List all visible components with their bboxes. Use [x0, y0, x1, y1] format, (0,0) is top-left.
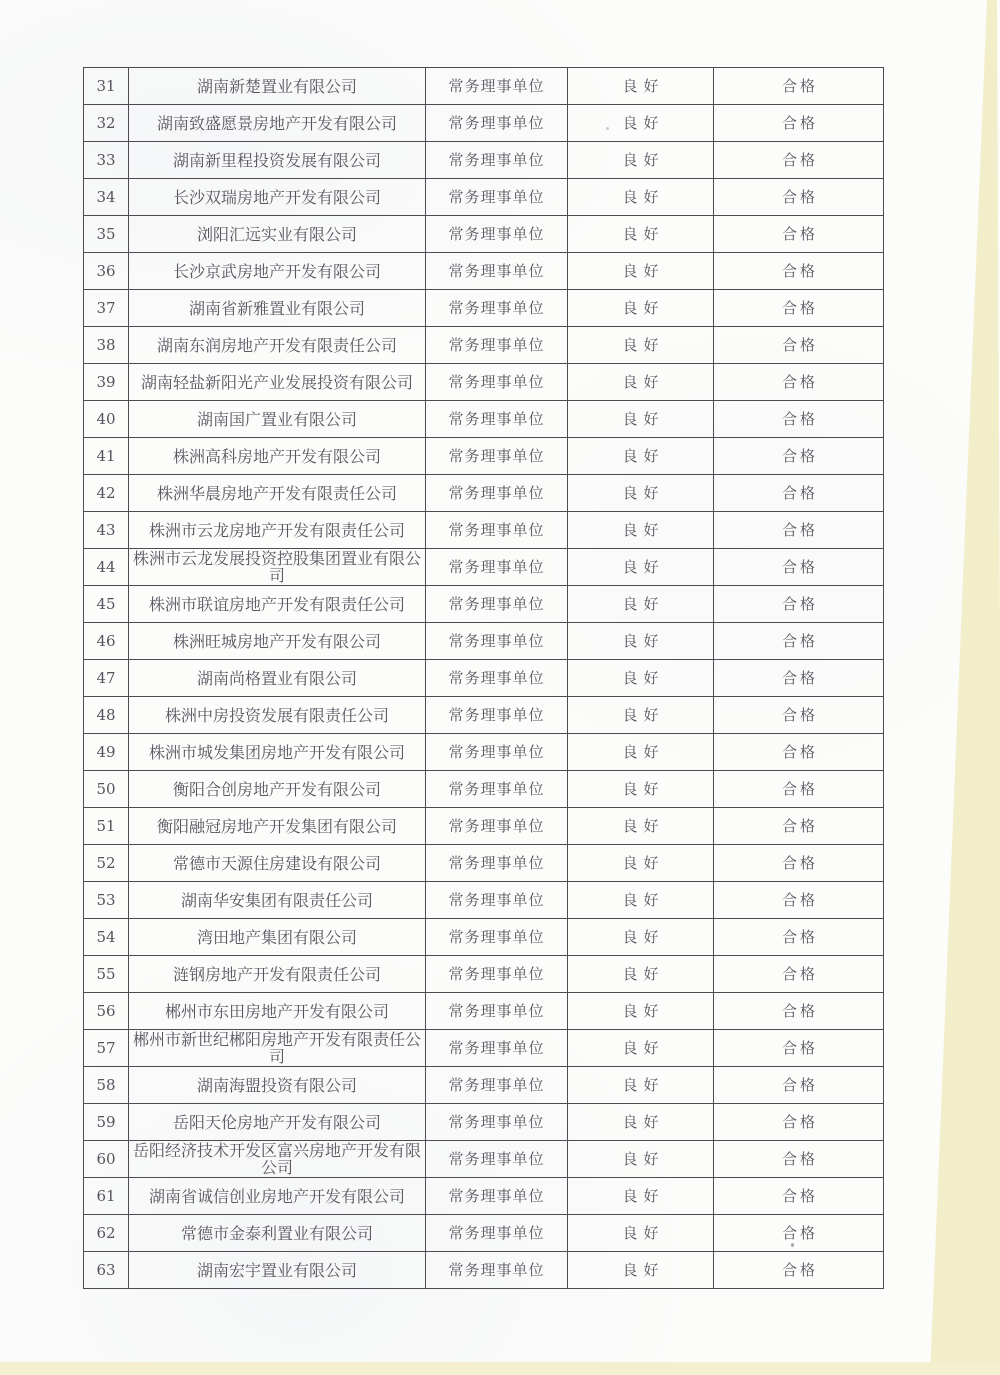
table-row	[84, 438, 884, 475]
result-cell: 合格	[714, 216, 884, 253]
row-number-cell: 53	[84, 882, 129, 919]
membership-type-cell: 常务理事单位	[426, 1067, 568, 1104]
membership-type-cell: 常务理事单位	[426, 660, 568, 697]
row-number-cell: 38	[84, 327, 129, 364]
rating-cell: 良好	[568, 142, 714, 179]
table-row	[84, 697, 884, 734]
membership-type-cell: 常务理事单位	[426, 438, 568, 475]
company-name-cell: 湖南新里程投资发展有限公司	[129, 142, 426, 179]
table-row	[84, 1104, 884, 1141]
scan-speck	[791, 1243, 794, 1247]
membership-type-cell: 常务理事单位	[426, 216, 568, 253]
result-cell: 合格	[714, 993, 884, 1030]
result-cell: 合格	[714, 1252, 884, 1289]
rating-cell: 良好	[568, 216, 714, 253]
row-number-cell: 60	[84, 1141, 129, 1178]
row-number-cell: 42	[84, 475, 129, 512]
membership-type-cell: 常务理事单位	[426, 1215, 568, 1252]
company-name-cell: 株洲市云龙房地产开发有限责任公司	[129, 512, 426, 549]
result-cell: 合格	[714, 845, 884, 882]
rating-cell: 良好	[568, 364, 714, 401]
company-name-cell: 长沙京武房地产开发有限公司	[129, 253, 426, 290]
result-cell: 合格	[714, 586, 884, 623]
company-name-cell: 湖南省诚信创业房地产开发有限公司	[129, 1178, 426, 1215]
rating-cell: 良好	[568, 623, 714, 660]
membership-type-cell: 常务理事单位	[426, 179, 568, 216]
rating-cell: 良好	[568, 993, 714, 1030]
rating-cell: 良好	[568, 808, 714, 845]
row-number-cell: 55	[84, 956, 129, 993]
result-cell: 合格	[714, 253, 884, 290]
row-number-cell: 45	[84, 586, 129, 623]
row-number-cell: 37	[84, 290, 129, 327]
table-row	[84, 919, 884, 956]
membership-type-cell: 常务理事单位	[426, 68, 568, 105]
result-cell: 合格	[714, 734, 884, 771]
table-row	[84, 1252, 884, 1289]
table-row	[84, 401, 884, 438]
result-cell: 合格	[714, 882, 884, 919]
membership-type-cell: 常务理事单位	[426, 253, 568, 290]
table-row	[84, 882, 884, 919]
row-number-cell: 61	[84, 1178, 129, 1215]
result-cell: 合格	[714, 1030, 884, 1067]
membership-type-cell: 常务理事单位	[426, 290, 568, 327]
table-row	[84, 771, 884, 808]
membership-type-cell: 常务理事单位	[426, 512, 568, 549]
result-cell: 合格	[714, 1141, 884, 1178]
rating-cell: 良好	[568, 1252, 714, 1289]
rating-cell: 良好	[568, 327, 714, 364]
row-number-cell: 51	[84, 808, 129, 845]
membership-type-cell: 常务理事单位	[426, 105, 568, 142]
rating-cell: 良好	[568, 438, 714, 475]
company-name-cell: 郴州市新世纪郴阳房地产开发有限责任公司	[129, 1030, 426, 1067]
membership-type-cell: 常务理事单位	[426, 697, 568, 734]
table-row	[84, 549, 884, 586]
company-name-cell: 岳阳天伦房地产开发有限公司	[129, 1104, 426, 1141]
result-cell: 合格	[714, 327, 884, 364]
row-number-cell: 59	[84, 1104, 129, 1141]
row-number-cell: 58	[84, 1067, 129, 1104]
rating-cell: 良好	[568, 586, 714, 623]
row-number-cell: 62	[84, 1215, 129, 1252]
table-row	[84, 512, 884, 549]
membership-type-cell: 常务理事单位	[426, 771, 568, 808]
membership-type-cell: 常务理事单位	[426, 993, 568, 1030]
result-cell: 合格	[714, 142, 884, 179]
membership-type-cell: 常务理事单位	[426, 586, 568, 623]
company-name-cell: 长沙双瑞房地产开发有限公司	[129, 179, 426, 216]
row-number-cell: 50	[84, 771, 129, 808]
rating-cell: 良好	[568, 290, 714, 327]
result-cell: 合格	[714, 1067, 884, 1104]
membership-type-cell: 常务理事单位	[426, 327, 568, 364]
table-row	[84, 660, 884, 697]
row-number-cell: 32	[84, 105, 129, 142]
table-row	[84, 142, 884, 179]
table-row	[84, 105, 884, 142]
result-cell: 合格	[714, 512, 884, 549]
company-name-cell: 湖南华安集团有限责任公司	[129, 882, 426, 919]
company-name-cell: 郴州市东田房地产开发有限公司	[129, 993, 426, 1030]
result-cell: 合格	[714, 1104, 884, 1141]
table-row	[84, 1141, 884, 1178]
membership-type-cell: 常务理事单位	[426, 734, 568, 771]
result-cell: 合格	[714, 771, 884, 808]
rating-cell: 良好	[568, 179, 714, 216]
rating-cell: 良好	[568, 68, 714, 105]
result-cell: 合格	[714, 919, 884, 956]
company-name-cell: 湖南国广置业有限公司	[129, 401, 426, 438]
table-row	[84, 586, 884, 623]
membership-type-cell: 常务理事单位	[426, 845, 568, 882]
company-name-cell: 株洲旺城房地产开发有限公司	[129, 623, 426, 660]
rating-cell: 良好	[568, 105, 714, 142]
row-number-cell: 47	[84, 660, 129, 697]
rating-cell: 良好	[568, 771, 714, 808]
paper-edge-bottom	[0, 1362, 1000, 1375]
table-row	[84, 1067, 884, 1104]
rating-cell: 良好	[568, 956, 714, 993]
company-name-cell: 湖南新楚置业有限公司	[129, 68, 426, 105]
membership-type-cell: 常务理事单位	[426, 142, 568, 179]
row-number-cell: 56	[84, 993, 129, 1030]
membership-type-cell: 常务理事单位	[426, 1178, 568, 1215]
rating-cell: 良好	[568, 1067, 714, 1104]
scan-speck	[606, 127, 609, 130]
rating-cell: 良好	[568, 512, 714, 549]
row-number-cell: 52	[84, 845, 129, 882]
membership-type-cell: 常务理事单位	[426, 549, 568, 586]
row-number-cell: 43	[84, 512, 129, 549]
row-number-cell: 46	[84, 623, 129, 660]
rating-cell: 良好	[568, 475, 714, 512]
result-cell: 合格	[714, 179, 884, 216]
result-cell: 合格	[714, 68, 884, 105]
row-number-cell: 41	[84, 438, 129, 475]
table-body	[84, 68, 884, 1289]
rating-cell: 良好	[568, 253, 714, 290]
rating-cell: 良好	[568, 1104, 714, 1141]
result-cell: 合格	[714, 475, 884, 512]
company-name-cell: 湖南东润房地产开发有限责任公司	[129, 327, 426, 364]
row-number-cell: 44	[84, 549, 129, 586]
row-number-cell: 33	[84, 142, 129, 179]
row-number-cell: 57	[84, 1030, 129, 1067]
company-name-cell: 衡阳融冠房地产开发集团有限公司	[129, 808, 426, 845]
row-number-cell: 63	[84, 1252, 129, 1289]
table-row	[84, 475, 884, 512]
membership-type-cell: 常务理事单位	[426, 808, 568, 845]
company-name-cell: 涟钢房地产开发有限责任公司	[129, 956, 426, 993]
rating-cell: 良好	[568, 549, 714, 586]
result-cell: 合格	[714, 438, 884, 475]
membership-type-cell: 常务理事单位	[426, 882, 568, 919]
row-number-cell: 40	[84, 401, 129, 438]
company-name-cell: 株洲中房投资发展有限责任公司	[129, 697, 426, 734]
table-row	[84, 1178, 884, 1215]
result-cell: 合格	[714, 1178, 884, 1215]
table-row	[84, 68, 884, 105]
row-number-cell: 36	[84, 253, 129, 290]
rating-cell: 良好	[568, 1141, 714, 1178]
company-name-cell: 常德市金泰利置业有限公司	[129, 1215, 426, 1252]
company-name-cell: 株洲市城发集团房地产开发有限公司	[129, 734, 426, 771]
table-row	[84, 956, 884, 993]
row-number-cell: 31	[84, 68, 129, 105]
company-name-cell: 湖南轻盐新阳光产业发展投资有限公司	[129, 364, 426, 401]
company-name-cell: 常德市天源住房建设有限公司	[129, 845, 426, 882]
membership-type-cell: 常务理事单位	[426, 919, 568, 956]
company-name-cell: 湖南省新雅置业有限公司	[129, 290, 426, 327]
company-name-cell: 湖南致盛愿景房地产开发有限公司	[129, 105, 426, 142]
result-cell: 合格	[714, 697, 884, 734]
rating-cell: 良好	[568, 697, 714, 734]
company-name-cell: 湖南宏宇置业有限公司	[129, 1252, 426, 1289]
company-name-cell: 株洲市联谊房地产开发有限责任公司	[129, 586, 426, 623]
table-row	[84, 364, 884, 401]
table-row	[84, 993, 884, 1030]
rating-cell: 良好	[568, 1178, 714, 1215]
result-cell: 合格	[714, 549, 884, 586]
result-cell: 合格	[714, 1215, 884, 1252]
table-row	[84, 290, 884, 327]
table-row	[84, 327, 884, 364]
table-row	[84, 734, 884, 771]
table-row	[84, 1215, 884, 1252]
result-cell: 合格	[714, 290, 884, 327]
membership-evaluation-table	[83, 67, 884, 1289]
result-cell: 合格	[714, 808, 884, 845]
membership-type-cell: 常务理事单位	[426, 623, 568, 660]
result-cell: 合格	[714, 623, 884, 660]
company-name-cell: 湖南尚格置业有限公司	[129, 660, 426, 697]
membership-type-cell: 常务理事单位	[426, 956, 568, 993]
rating-cell: 良好	[568, 660, 714, 697]
result-cell: 合格	[714, 364, 884, 401]
company-name-cell: 浏阳汇远实业有限公司	[129, 216, 426, 253]
company-name-cell: 株洲华晨房地产开发有限责任公司	[129, 475, 426, 512]
row-number-cell: 35	[84, 216, 129, 253]
membership-type-cell: 常务理事单位	[426, 1030, 568, 1067]
row-number-cell: 39	[84, 364, 129, 401]
table-row	[84, 253, 884, 290]
table-row	[84, 808, 884, 845]
table-row	[84, 216, 884, 253]
row-number-cell: 34	[84, 179, 129, 216]
rating-cell: 良好	[568, 1030, 714, 1067]
rating-cell: 良好	[568, 1215, 714, 1252]
table-row	[84, 623, 884, 660]
company-name-cell: 株洲市云龙发展投资控股集团置业有限公司	[129, 549, 426, 586]
rating-cell: 良好	[568, 845, 714, 882]
result-cell: 合格	[714, 956, 884, 993]
result-cell: 合格	[714, 105, 884, 142]
company-name-cell: 株洲高科房地产开发有限公司	[129, 438, 426, 475]
membership-type-cell: 常务理事单位	[426, 401, 568, 438]
membership-type-cell: 常务理事单位	[426, 1252, 568, 1289]
company-name-cell: 湾田地产集团有限公司	[129, 919, 426, 956]
company-name-cell: 岳阳经济技术开发区富兴房地产开发有限公司	[129, 1141, 426, 1178]
result-cell: 合格	[714, 660, 884, 697]
membership-type-cell: 常务理事单位	[426, 1104, 568, 1141]
membership-type-cell: 常务理事单位	[426, 1141, 568, 1178]
table-row	[84, 179, 884, 216]
rating-cell: 良好	[568, 401, 714, 438]
membership-type-cell: 常务理事单位	[426, 364, 568, 401]
row-number-cell: 54	[84, 919, 129, 956]
row-number-cell: 48	[84, 697, 129, 734]
table-row	[84, 845, 884, 882]
rating-cell: 良好	[568, 882, 714, 919]
result-cell: 合格	[714, 401, 884, 438]
table-row	[84, 1030, 884, 1067]
rating-cell: 良好	[568, 919, 714, 956]
rating-cell: 良好	[568, 734, 714, 771]
company-name-cell: 衡阳合创房地产开发有限公司	[129, 771, 426, 808]
row-number-cell: 49	[84, 734, 129, 771]
company-name-cell: 湖南海盟投资有限公司	[129, 1067, 426, 1104]
membership-type-cell: 常务理事单位	[426, 475, 568, 512]
